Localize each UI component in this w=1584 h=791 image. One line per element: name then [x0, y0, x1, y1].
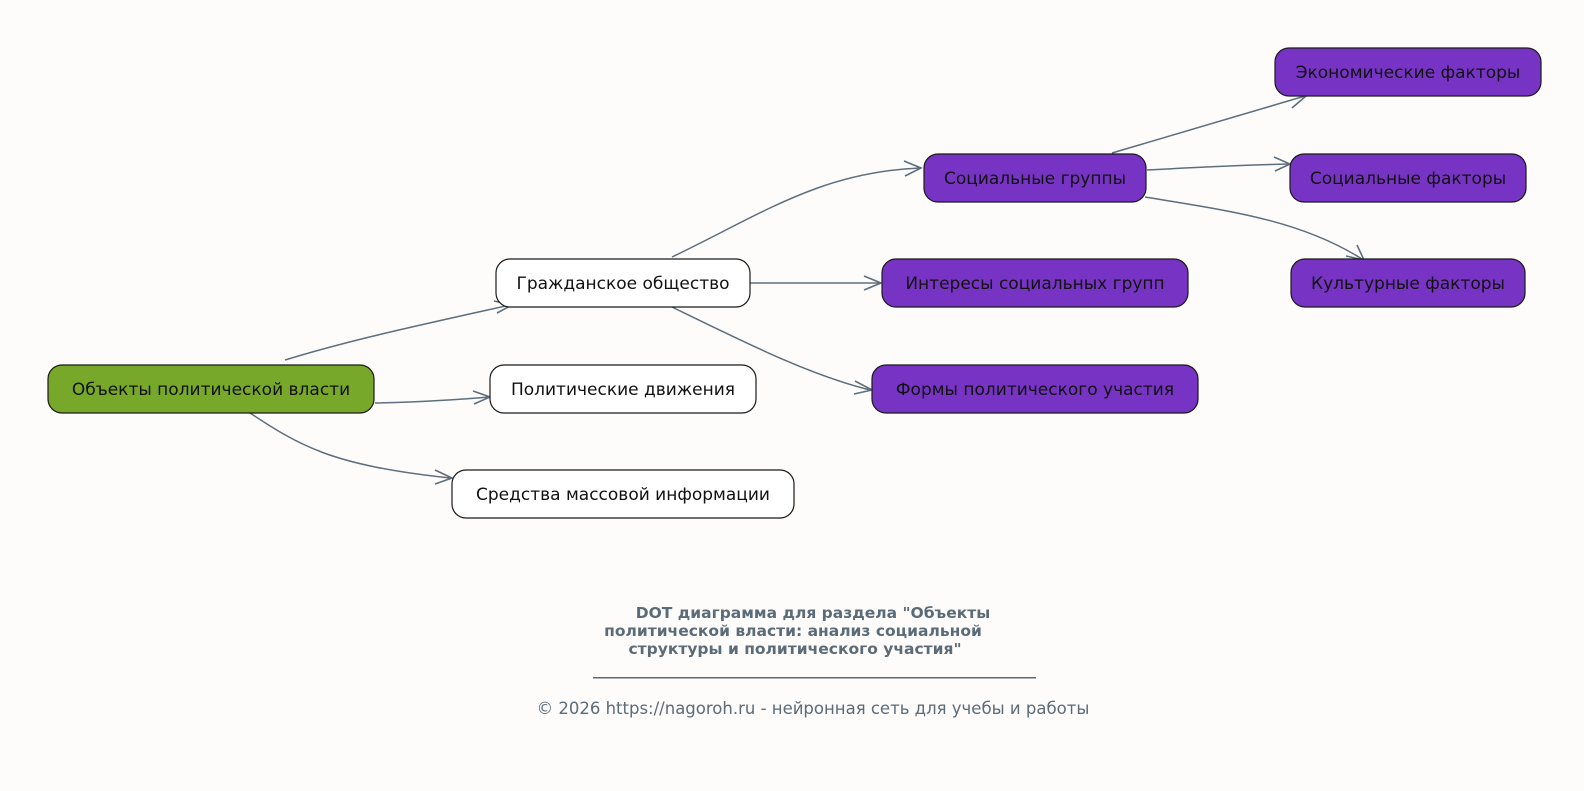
- caption-line-3: структуры и политического участия": [628, 640, 962, 658]
- node-label: Социальные группы: [943, 169, 1127, 189]
- node-label: Интересы социальных групп: [905, 274, 1165, 294]
- node-group-interests[interactable]: [882, 259, 1188, 307]
- node-mass-media[interactable]: [452, 470, 794, 518]
- node-label: Политические движения: [510, 380, 736, 400]
- node-civil-society[interactable]: [496, 259, 750, 307]
- footer-copyright[interactable]: © 2026 https://nagoroh.ru - нейронная сеть для учебы и работы: [536, 699, 1090, 718]
- caption-line-2: политической власти: анализ социальной: [604, 622, 982, 640]
- diagram-caption: [593, 604, 1036, 679]
- node-label: Социальные факторы: [1309, 169, 1507, 189]
- edge-root-media: [247, 411, 452, 484]
- node-label: Формы политического участия: [895, 380, 1175, 400]
- node-label: Культурные факторы: [1311, 274, 1505, 294]
- node-objects-political-power[interactable]: [48, 365, 374, 413]
- node-economic-factors[interactable]: [1275, 48, 1541, 96]
- node-label: Экономические факторы: [1295, 63, 1521, 83]
- node-label: Средства массовой информации: [476, 485, 770, 505]
- node-social-factors[interactable]: [1290, 154, 1526, 202]
- edge-groups-culture: [1145, 197, 1364, 260]
- edges: [247, 94, 1364, 484]
- edge-root-movements: [375, 391, 490, 404]
- node-label: Гражданское общество: [516, 274, 730, 294]
- caption-line-1: DOT диаграмма для раздела "Объекты: [635, 604, 991, 622]
- edge-civil-interests: [750, 276, 881, 290]
- edge-civil-groups: [672, 161, 921, 257]
- edge-root-civil: [285, 301, 512, 360]
- node-label: Объекты политической власти: [71, 380, 351, 400]
- node-cultural-factors[interactable]: [1291, 259, 1525, 307]
- edge-groups-econ: [1112, 94, 1306, 153]
- node-participation-forms[interactable]: [872, 365, 1198, 413]
- node-political-movements[interactable]: [490, 365, 756, 413]
- edge-groups-social: [1147, 157, 1290, 171]
- node-social-groups[interactable]: [924, 154, 1146, 202]
- caption-separator: [593, 677, 1036, 679]
